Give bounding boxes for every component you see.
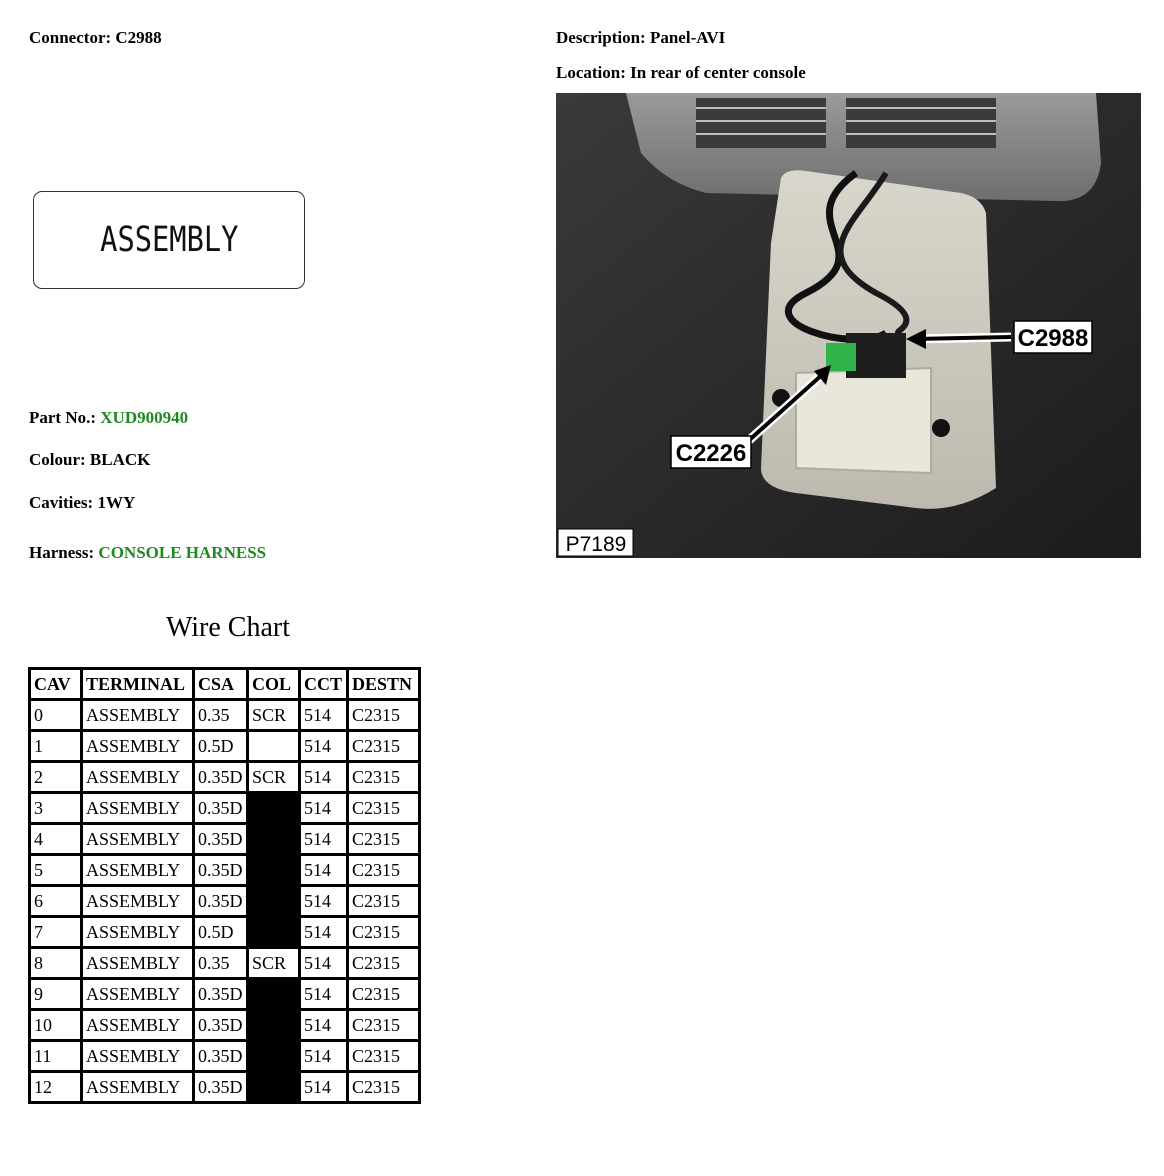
cell-col: SCR <box>249 949 298 977</box>
header-cct: CCT <box>301 670 346 698</box>
cell-cct: 514 <box>301 918 346 946</box>
wire-chart-header-row <box>31 670 418 698</box>
cavities-label: Cavities: <box>29 493 94 512</box>
cell-cct: 514 <box>301 794 346 822</box>
cell-col <box>249 825 298 853</box>
wire-row <box>31 949 418 977</box>
cell-cav: 9 <box>31 980 80 1008</box>
wire-row <box>31 1073 418 1101</box>
colour-label: Colour: <box>29 450 86 469</box>
connector-field <box>29 28 162 48</box>
cell-destn: C2315 <box>349 887 418 915</box>
cell-cct: 514 <box>301 1042 346 1070</box>
cell-cav: 4 <box>31 825 80 853</box>
cell-csa: 0.5D <box>195 918 246 946</box>
wire-chart-title: Wire Chart <box>165 612 291 643</box>
cell-terminal: ASSEMBLY <box>83 949 192 977</box>
cell-col <box>249 1011 298 1039</box>
cell-col: SCR <box>249 763 298 791</box>
cell-csa: 0.35D <box>195 1073 246 1101</box>
cell-cct: 514 <box>301 825 346 853</box>
cell-cav: 10 <box>31 1011 80 1039</box>
cell-cav: 1 <box>31 732 80 760</box>
cell-csa: 0.35D <box>195 794 246 822</box>
cell-terminal: ASSEMBLY <box>83 794 192 822</box>
cell-terminal: ASSEMBLY <box>83 732 192 760</box>
harness-field <box>29 543 266 563</box>
description-value: Panel-AVI <box>649 28 726 47</box>
cell-cav: 6 <box>31 887 80 915</box>
header-destn: DESTN <box>349 670 418 698</box>
callout-c2988: C2988 <box>1017 325 1089 352</box>
cell-cav: 2 <box>31 763 80 791</box>
part-no-field <box>29 408 188 428</box>
cell-csa: 0.35D <box>195 825 246 853</box>
location-field <box>556 63 806 83</box>
wire-row <box>31 918 418 946</box>
cell-destn: C2315 <box>349 701 418 729</box>
cell-cct: 514 <box>301 887 346 915</box>
cell-terminal: ASSEMBLY <box>83 918 192 946</box>
cell-csa: 0.5D <box>195 732 246 760</box>
cell-destn: C2315 <box>349 1011 418 1039</box>
wire-row <box>31 794 418 822</box>
location-value: In rear of center console <box>630 63 806 82</box>
cell-col <box>249 1042 298 1070</box>
description-label: Description: <box>556 28 646 47</box>
cavities-value: 1WY <box>97 493 136 512</box>
cell-cct: 514 <box>301 1011 346 1039</box>
cell-cct: 514 <box>301 856 346 884</box>
cell-destn: C2315 <box>349 1073 418 1101</box>
cell-destn: C2315 <box>349 763 418 791</box>
connector-label: Connector: <box>29 28 112 47</box>
wire-chart-table <box>28 667 421 1104</box>
wire-row <box>31 1011 418 1039</box>
cell-cav: 12 <box>31 1073 80 1101</box>
cell-destn: C2315 <box>349 980 418 1008</box>
cell-col <box>249 732 298 760</box>
cell-destn: C2315 <box>349 856 418 884</box>
cell-destn: C2315 <box>349 825 418 853</box>
cell-destn: C2315 <box>349 794 418 822</box>
connector-face-diagram <box>33 191 305 289</box>
cell-cav: 7 <box>31 918 80 946</box>
cell-terminal: ASSEMBLY <box>83 763 192 791</box>
cell-cav: 8 <box>31 949 80 977</box>
cell-cav: 3 <box>31 794 80 822</box>
colour-value: BLACK <box>89 450 151 469</box>
cell-terminal: ASSEMBLY <box>83 701 192 729</box>
harness-link[interactable]: CONSOLE HARNESS <box>98 543 267 562</box>
cell-cct: 514 <box>301 1073 346 1101</box>
cell-terminal: ASSEMBLY <box>83 825 192 853</box>
description-field <box>556 28 725 48</box>
header-csa: CSA <box>195 670 246 698</box>
wire-row <box>31 980 418 1008</box>
location-photo <box>556 93 1141 558</box>
cell-csa: 0.35D <box>195 856 246 884</box>
location-label: Location: <box>556 63 626 82</box>
cell-col <box>249 856 298 884</box>
cell-col <box>249 980 298 1008</box>
cell-csa: 0.35 <box>195 701 246 729</box>
wire-row <box>31 701 418 729</box>
cell-cct: 514 <box>301 980 346 1008</box>
cell-cct: 514 <box>301 949 346 977</box>
cell-destn: C2315 <box>349 732 418 760</box>
cell-cav: 11 <box>31 1042 80 1070</box>
assembly-box-text: ASSEMBLY <box>99 220 239 260</box>
colour-field <box>29 450 150 470</box>
wire-row <box>31 1042 418 1070</box>
wire-row <box>31 732 418 760</box>
wire-row <box>31 825 418 853</box>
cell-col <box>249 918 298 946</box>
cell-csa: 0.35D <box>195 887 246 915</box>
cell-terminal: ASSEMBLY <box>83 887 192 915</box>
cell-cav: 5 <box>31 856 80 884</box>
cell-terminal: ASSEMBLY <box>83 1073 192 1101</box>
wire-row <box>31 856 418 884</box>
wire-row <box>31 763 418 791</box>
cell-terminal: ASSEMBLY <box>83 1011 192 1039</box>
cell-destn: C2315 <box>349 1042 418 1070</box>
cell-col <box>249 887 298 915</box>
cell-destn: C2315 <box>349 949 418 977</box>
cell-cav: 0 <box>31 701 80 729</box>
cell-csa: 0.35D <box>195 1042 246 1070</box>
harness-label: Harness: <box>29 543 95 562</box>
header-cav: CAV <box>31 670 80 698</box>
cell-terminal: ASSEMBLY <box>83 1042 192 1070</box>
cell-col <box>249 1073 298 1101</box>
figure-id: P7189 <box>565 533 627 556</box>
header-terminal: TERMINAL <box>83 670 192 698</box>
cell-csa: 0.35D <box>195 1011 246 1039</box>
header-col: COL <box>249 670 298 698</box>
cell-cct: 514 <box>301 763 346 791</box>
cell-csa: 0.35D <box>195 763 246 791</box>
wire-row <box>31 887 418 915</box>
cell-terminal: ASSEMBLY <box>83 980 192 1008</box>
cell-cct: 514 <box>301 701 346 729</box>
part-no-link[interactable]: XUD900940 <box>100 408 189 427</box>
cell-csa: 0.35D <box>195 980 246 1008</box>
cell-col: SCR <box>249 701 298 729</box>
part-no-label: Part No.: <box>29 408 97 427</box>
cell-destn: C2315 <box>349 918 418 946</box>
cell-cct: 514 <box>301 732 346 760</box>
cell-csa: 0.35 <box>195 949 246 977</box>
cell-terminal: ASSEMBLY <box>83 856 192 884</box>
connector-value: C2988 <box>115 28 162 47</box>
photo-illustration <box>556 93 1141 558</box>
cell-col <box>249 794 298 822</box>
callout-c2226: C2226 <box>675 440 747 467</box>
cavities-field <box>29 493 135 513</box>
